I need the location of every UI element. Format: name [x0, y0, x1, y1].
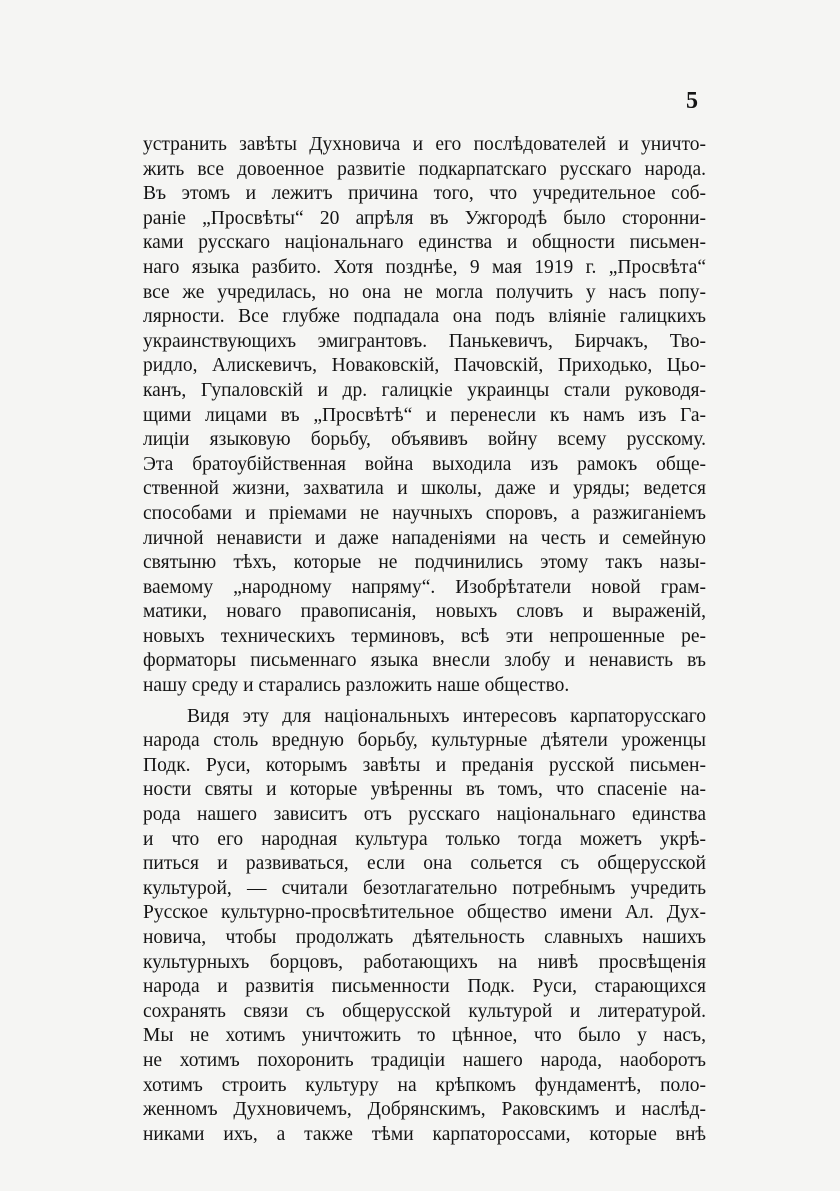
paragraph-1: [143, 133, 706, 699]
text-line: форматоры письменнаго языка внесли злобу и ненависть въ: [143, 650, 706, 672]
text-line: наго языка разбито. Хотя позднѣе, 9 мая 1919 г. „Просвѣта“: [143, 256, 706, 278]
text-line: никами ихъ, а также тѣми карпатороссами, которые внѣ: [143, 1123, 706, 1145]
paragraph-2: [143, 705, 706, 1148]
text-line: Въ этомъ и лежитъ причина того, что учредительное соб-: [143, 183, 706, 205]
text-line: хотимъ строить культуру на крѣпкомъ фундаментѣ, поло-: [143, 1074, 706, 1096]
text-line: украинствующихъ эмигрантовъ. Панькевичъ, Бирчакъ, Тво-: [143, 330, 706, 352]
text-line: Мы не хотимъ уничтожить то цѣнное, что было у насъ,: [143, 1025, 706, 1047]
text-line: не хотимъ похоронить традиціи нашего народа, наоборотъ: [143, 1049, 706, 1071]
body-text: [143, 133, 706, 1147]
text-line: лиціи языковую борьбу, объявивъ войну всему русскому.: [143, 429, 706, 451]
text-line: матики, новаго правописанія, новыхъ словъ и выраженій,: [143, 601, 706, 623]
text-line: канъ, Гупаловскій и др. галицкіе украинцы стали руководя-: [143, 379, 706, 401]
text-line: жить все довоенное развитіе подкарпатскаго русскаго народа.: [143, 158, 706, 180]
page-number: 5: [686, 88, 698, 114]
text-line: народа и развитія письменности Подк. Руси, старающихся: [143, 976, 706, 998]
text-line: ридло, Алискевичъ, Новаковскій, Пачовскій, Приходько, Цьо-: [143, 355, 706, 377]
text-line: ками русскаго національнаго единства и общности письмен-: [143, 232, 706, 254]
text-line: рода нашего зависитъ отъ русскаго національнаго единства: [143, 804, 706, 826]
text-line: способами и пріемами не научныхъ споровъ, а разжиганіемъ: [143, 502, 706, 524]
text-line: народа столь вредную борьбу, культурные дѣятели уроженцы: [143, 730, 706, 752]
text-line: лярности. Все глубже подпадала она подъ вліяніе галицкихъ: [143, 306, 706, 328]
text-line: и что его народная культура только тогда можетъ укрѣ-: [143, 828, 706, 850]
text-line: щими лицами въ „Просвѣтѣ“ и перенесли къ намъ изъ Га-: [143, 404, 706, 426]
text-line: культурой, — считали безотлагательно потребнымъ учредить: [143, 877, 706, 899]
text-line: Подк. Руси, которымъ завѣты и преданія русской письмен-: [143, 754, 706, 776]
text-line: женномъ Духновичемъ, Добрянскимъ, Раковскимъ и наслѣд-: [143, 1099, 706, 1121]
text-line: раніе „Просвѣты“ 20 апрѣля въ Ужгородѣ было сторонни-: [143, 207, 706, 229]
text-line: нашу среду и старались разложить наше общество.: [143, 675, 570, 697]
text-line: Русское культурно-просвѣтительное общество имени Ал. Дух-: [143, 902, 706, 924]
text-line: ваемому „народному напряму“. Изобрѣтатели новой грам-: [143, 576, 706, 598]
text-line: Эта братоубійственная война выходила изъ рамокъ обще-: [143, 453, 706, 475]
text-line: новича, чтобы продолжать дѣятельность славныхъ нашихъ: [143, 927, 706, 948]
text-line: все же учредилась, но она не могла получить у насъ попу-: [143, 281, 706, 303]
text-line: сохранять связи съ общерусской культурой и литературой.: [143, 1000, 706, 1022]
text-line: устранить завѣты Духновича и его послѣдователей и уничто-: [143, 134, 706, 155]
text-line: святыню тѣхъ, которые не подчинились этому такъ назы-: [143, 552, 706, 574]
text-line: Видя эту для національныхъ интересовъ карпаторусскаго: [187, 705, 706, 727]
text-line: новыхъ техническихъ терминовъ, всѣ эти непрошенные ре-: [143, 625, 706, 647]
text-line: личной ненависти и даже нападеніями на честь и семейную: [143, 527, 706, 549]
text-line: ственной жизни, захватила и школы, даже и уряды; ведется: [143, 478, 706, 500]
text-line: питься и развиваться, если она сольется съ общерусской: [143, 853, 706, 875]
text-line: культурныхъ борцовъ, работающихъ на нивѣ просвѣщенія: [143, 951, 706, 973]
text-line: ности святы и которые увѣренны въ томъ, что спасеніе на-: [143, 779, 706, 801]
